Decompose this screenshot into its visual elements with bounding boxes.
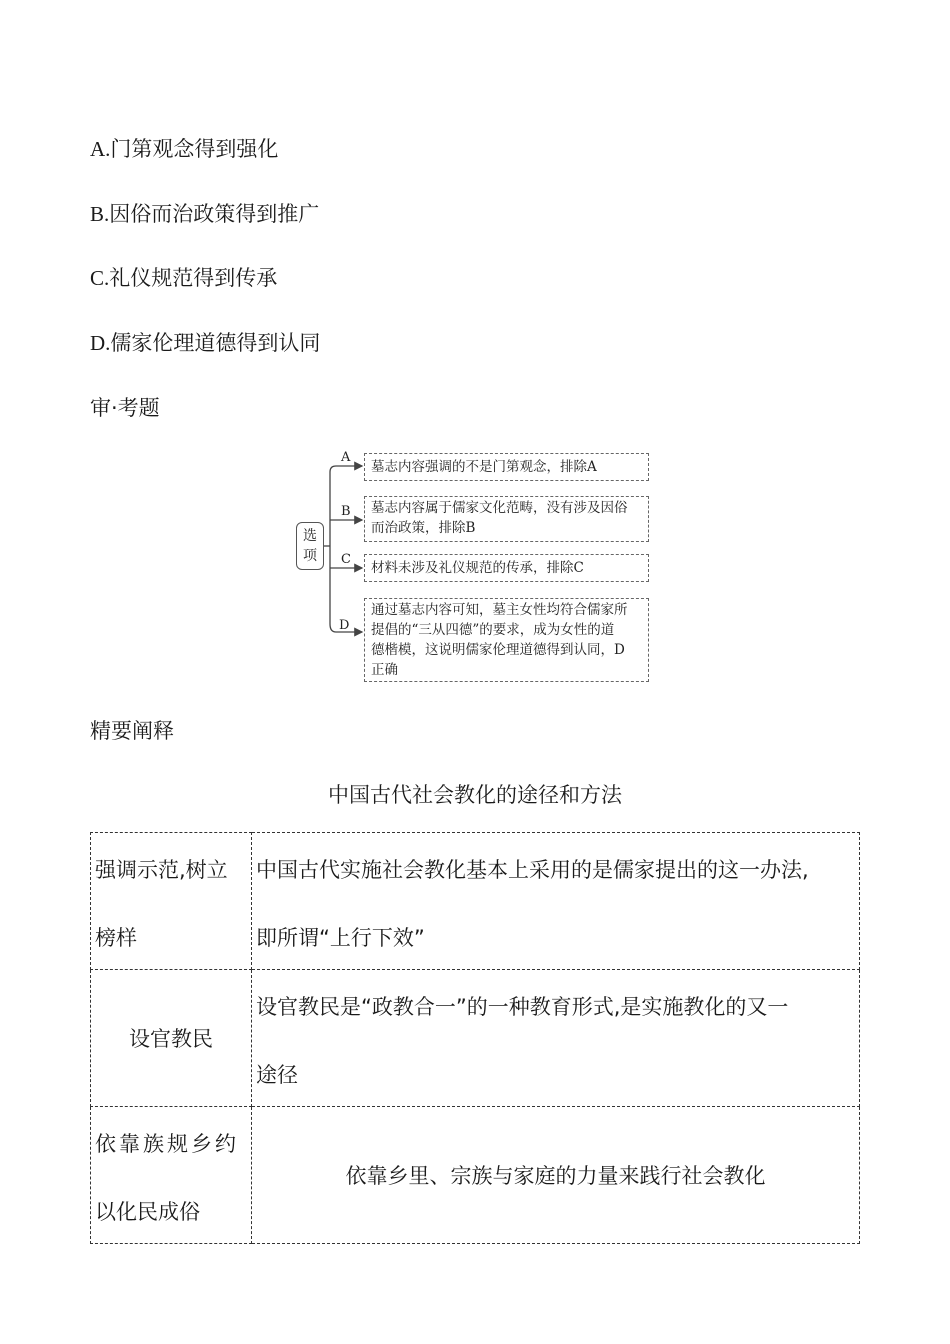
option-c bbox=[90, 264, 277, 292]
method-cell bbox=[91, 970, 252, 1107]
box-line: 通过墓志内容可知，墓主女性均符合儒家所 bbox=[371, 602, 628, 618]
method-line: 榜样 bbox=[95, 926, 137, 950]
method-cell bbox=[91, 833, 252, 970]
box-line: 而治政策，排除B bbox=[371, 520, 476, 536]
branch-letter-a: A bbox=[341, 450, 351, 465]
diagram-root-node bbox=[296, 522, 324, 570]
branch-a-line bbox=[330, 466, 362, 472]
box-line: 墓志内容属于儒家文化范畴，没有涉及因俗 bbox=[371, 500, 628, 516]
branch-box-b bbox=[364, 496, 649, 542]
box-line: 材料未涉及礼仪规范的传承，排除C bbox=[371, 560, 584, 576]
description-line: 中国古代实施社会教化基本上采用的是儒家提出的这一办法, bbox=[256, 858, 809, 882]
branch-box-d bbox=[364, 598, 649, 682]
table-row bbox=[91, 970, 860, 1107]
option-a bbox=[90, 135, 278, 163]
option-text: 儒家伦理道德得到认同 bbox=[110, 331, 321, 355]
box-line: 提倡的“三从四德”的要求，成为女性的道 bbox=[371, 622, 615, 638]
branch-letter-c: C bbox=[341, 552, 351, 567]
option-b bbox=[90, 200, 319, 228]
option-letter: C. bbox=[90, 266, 110, 290]
option-letter: B. bbox=[90, 202, 110, 226]
table-row bbox=[91, 833, 860, 970]
branch-letter-d: D bbox=[339, 618, 350, 633]
description-cell bbox=[252, 1107, 860, 1244]
explain-heading: 精要阐释 bbox=[90, 719, 174, 743]
table-title: 中国古代社会教化的途径和方法 bbox=[328, 783, 622, 807]
review-heading: 审·考题 bbox=[90, 396, 160, 420]
option-letter: D. bbox=[90, 331, 111, 355]
option-d bbox=[90, 329, 320, 357]
option-text: 门第观念得到强化 bbox=[110, 137, 279, 161]
method-line: 依靠族规乡约 bbox=[95, 1132, 239, 1156]
description-line: 设官教民是“政教合一”的一种教育形式,是实施教化的又一 bbox=[256, 995, 789, 1019]
option-text: 因俗而治政策得到推广 bbox=[109, 202, 320, 226]
description-cell bbox=[252, 833, 860, 970]
method-line: 设官教民 bbox=[129, 1027, 213, 1051]
box-line: 德楷模，这说明儒家伦理道德得到认同，D bbox=[371, 642, 625, 658]
description-cell bbox=[252, 970, 860, 1107]
method-line: 以化民成俗 bbox=[95, 1200, 200, 1224]
box-line: 正确 bbox=[371, 662, 398, 678]
option-analysis-diagram bbox=[294, 448, 654, 684]
method-line: 强调示范,树立 bbox=[95, 858, 228, 882]
table-row bbox=[91, 1107, 860, 1244]
root-label-line: 项 bbox=[303, 548, 317, 564]
description-line: 即所谓“上行下效” bbox=[256, 926, 425, 950]
branch-box-c bbox=[364, 554, 649, 582]
description-line: 途径 bbox=[256, 1063, 298, 1087]
box-line: 墓志内容强调的不是门第观念，排除A bbox=[371, 459, 597, 475]
root-label-line: 选 bbox=[303, 528, 317, 544]
branch-box-a bbox=[364, 453, 649, 481]
description-line: 依靠乡里、宗族与家庭的力量来践行社会教化 bbox=[345, 1164, 766, 1188]
option-letter: A. bbox=[90, 137, 111, 161]
branch-letter-b: B bbox=[341, 504, 351, 519]
education-methods-table bbox=[90, 832, 860, 1244]
method-cell bbox=[91, 1107, 252, 1244]
option-text: 礼仪规范得到传承 bbox=[109, 266, 278, 290]
